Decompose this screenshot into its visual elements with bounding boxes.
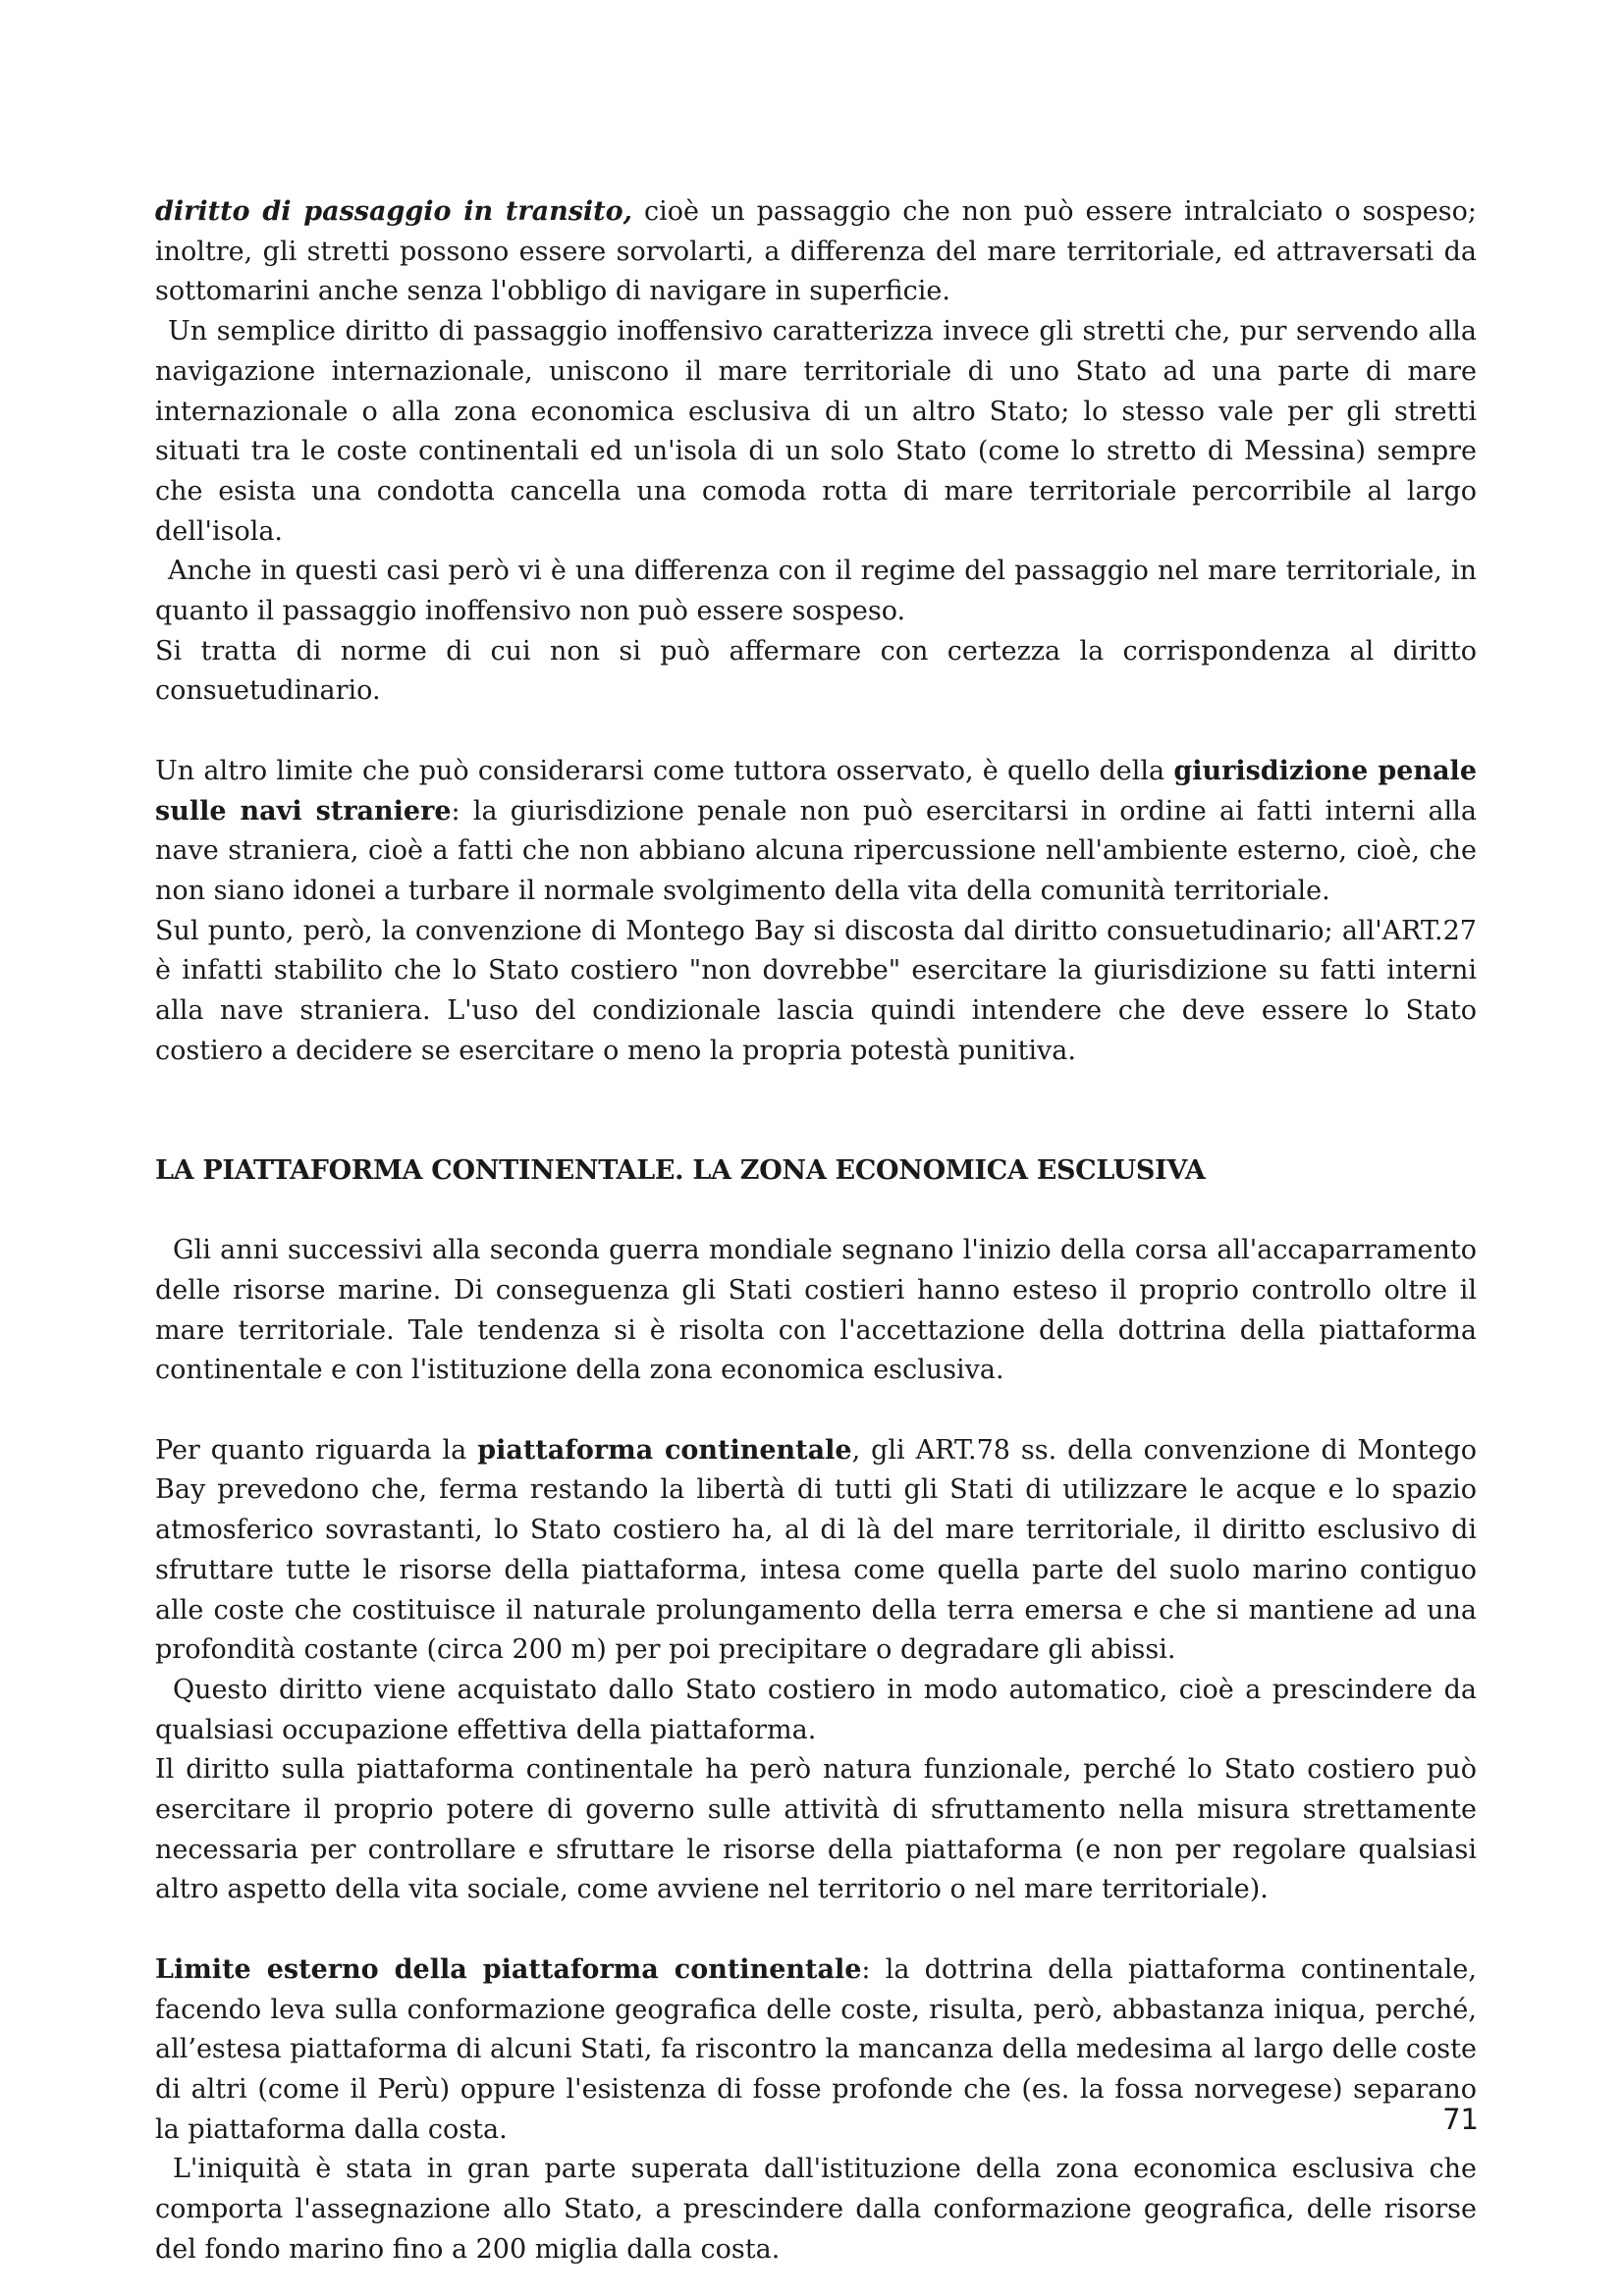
paragraph-outer-limit: Limite esterno della piattaforma continentale: la dottrina della piattaforma continentale, facendo leva sulla conformazione geografica delle coste, risulta, però, abbastanza iniqua, perché, all’estesa piattaforma di alcuni Stati, fa riscontro la mancanza della medesima al largo delle coste di altri (come il Perù) oppure l'esistenza di fosse profonde che (es. la fossa norvegese) separano la piattaforma dalla costa.: [155, 1953, 1477, 2145]
paragraph-automatic-acquisition: Questo diritto viene acquistato dallo Stato costiero in modo automatico, cioè a prescindere da qualsiasi occupazione effettiva della piattaforma.: [155, 1674, 1477, 1745]
bold-term: piattaforma continentale: [477, 1434, 852, 1466]
paragraph-customary-law: Si tratta di norme di cui non si può affermare con certezza la corrispondenza al diritto consuetudinario.: [155, 635, 1477, 707]
paragraph-continental-shelf: Per quanto riguarda la piattaforma continentale, gli ART.78 ss. della convenzione di Montego Bay prevedono che, ferma restando la libertà di tutti gli Stati di utilizzare le acque e lo spazio atmosferico sovrastanti, lo Stato costiero ha, al di là del mare territoriale, il diritto esclusivo di sfruttare tutte le risorse della piattaforma, intesa come quella parte del suolo marino contiguo alle coste che costituisce il naturale prolungamento della terra emersa e che si mantiene ad una profondità costante (circa 200 m) per poi precipitare o degradare gli abissi.: [155, 1434, 1478, 1666]
paragraph-transit-passage: diritto di passaggio in transito, cioè un passaggio che non può essere intralciato o sospeso; inoltre, gli stretti possono essere sorvolarti, a differenza del mare territoriale, ed attraversati da sottomarini anche senza l'obbligo di navigare in superficie.: [155, 196, 1477, 307]
page-body: [155, 192, 1477, 2269]
bold-term: Limite esterno della piattaforma continentale: [155, 1953, 862, 1985]
spacer: [155, 1391, 1477, 1431]
paragraph-difference: Anche in questi casi però vi è una differenza con il regime del passaggio nel mare territoriale, in quanto il passaggio inoffensivo non può essere sospeso.: [155, 556, 1477, 627]
page-number: 71: [1442, 2103, 1479, 2136]
section-heading: LA PIATTAFORMA CONTINENTALE. LA ZONA ECONOMICA ESCLUSIVA: [155, 1154, 1206, 1186]
spacer: [155, 1071, 1477, 1150]
bold-italic-term: diritto di passaggio in transito,: [155, 196, 633, 227]
paragraph-functional-nature: Il diritto sulla piattaforma continentale ha però natura funzionale, perché lo Stato costiero può esercitare il proprio potere di governo sulle attività di sfruttamento nella misura strettamente necessaria per controllare e sfruttare le risorse della piattaforma (e non per regolare qualsiasi altro aspetto della vita sociale, come avviene nel territorio o nel mare territoriale).: [155, 1754, 1477, 1905]
paragraph-criminal-jurisdiction: Un altro limite che può considerarsi come tuttora osservato, è quello della giurisdizione penale sulle navi straniere: la giurisdizione penale non può esercitarsi in ordine ai fatti interni alla nave straniera, cioè a fatti che non abbiano alcuna ripercussione nell'ambiente esterno, cioè, che non siano idonei a turbare il normale svolgimento della vita della comunità territoriale.: [155, 755, 1477, 906]
paragraph-postwar: Gli anni successivi alla seconda guerra mondiale segnano l'inizio della corsa all'accaparramento delle risorse marine. Di conseguenza gli Stati costieri hanno esteso il proprio controllo oltre il mare territoriale. Tale tendenza si è risolta con l'accettazione della dottrina della piattaforma continentale e con l'istituzione della zona economica esclusiva.: [155, 1235, 1477, 1386]
spacer: [155, 1910, 1477, 1950]
paragraph-iniquity: L'iniquità è stata in gran parte superata dall'istituzione della zona economica esclusiva che comporta l'assegnazione allo Stato, a prescindere dalla conformazione geografica, delle risorse del fondo marino fino a 200 miglia dalla costa.: [155, 2154, 1477, 2265]
bold-term: giurisdizione penale sulle navi straniere: [155, 755, 1477, 827]
spacer: [155, 1192, 1477, 1232]
paragraph-montego-bay-art27: Sul punto, però, la convenzione di Montego Bay si discosta dal diritto consuetudinario; all'ART.27 è infatti stabilito che lo Stato costiero "non dovrebbe" esercitare la giurisdizione su fatti interni alla nave straniera. L'uso del condizionale lascia quindi intendere che deve essere lo Stato costiero a decidere se esercitare o meno la propria potestà punitiva.: [155, 915, 1477, 1066]
paragraph-innocent-passage: Un semplice diritto di passaggio inoffensivo caratterizza invece gli stretti che, pur servendo alla navigazione internazionale, uniscono il mare territoriale di uno Stato ad una parte di mare internazionale o alla zona economica esclusiva di un altro Stato; lo stesso vale per gli stretti situati tra le coste continentali ed un'isola di un solo Stato (come lo stretto di Messina) sempre che esista una condotta cancella una comoda rotta di mare territoriale percorribile al largo dell'isola.: [155, 316, 1477, 547]
spacer: [155, 712, 1477, 752]
